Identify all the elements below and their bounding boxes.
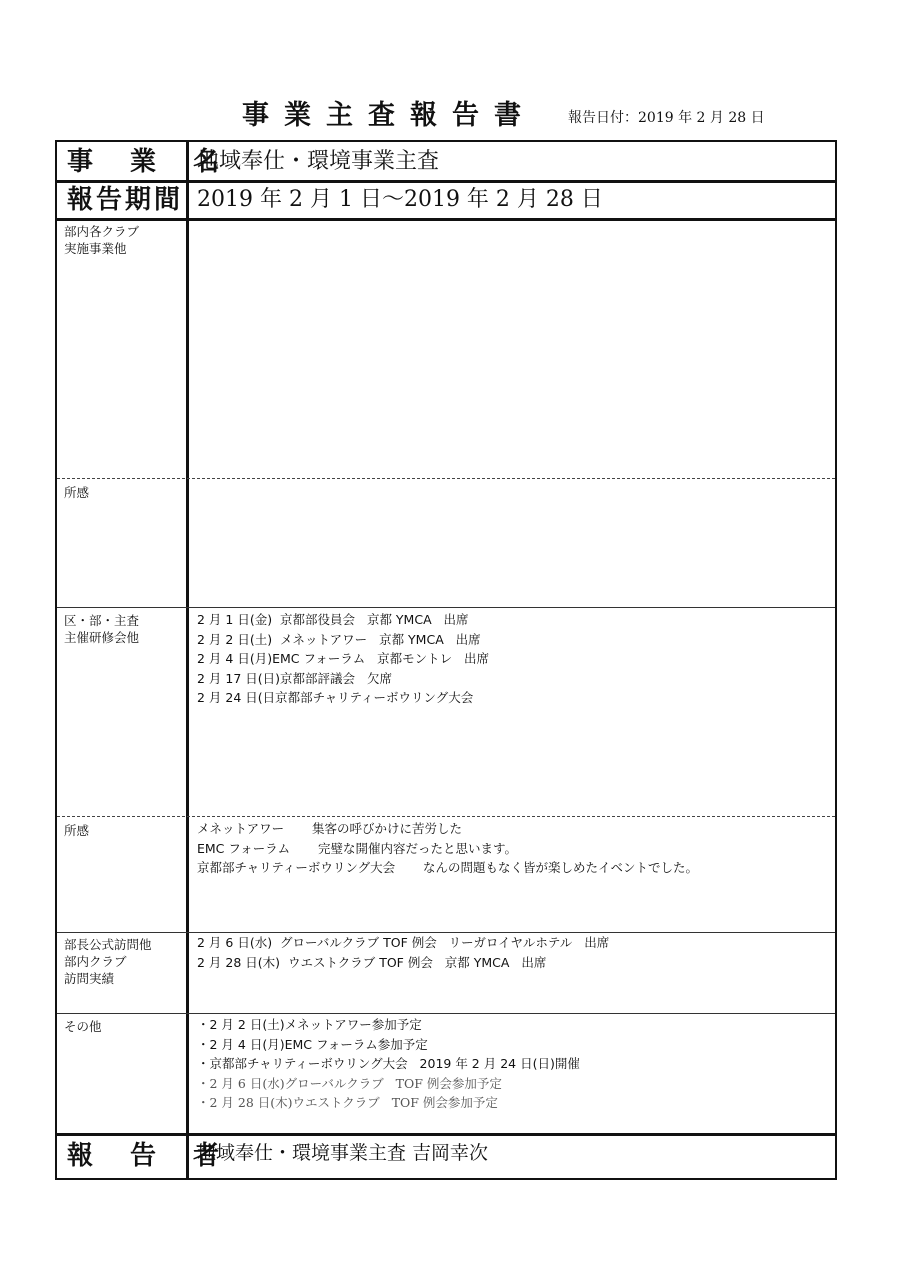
club-projects-label: 部内各クラブ 実施事業他: [64, 224, 140, 256]
seminars-list: [197, 610, 489, 708]
impression-label: 所感: [64, 823, 90, 838]
other-list: [197, 1015, 580, 1113]
impression-label: 所感: [64, 485, 90, 500]
report-form: [55, 140, 837, 1180]
list-item: 2 月 17 日(日)京都部評議会 欠席: [197, 670, 392, 686]
column-divider: [186, 142, 189, 1178]
list-item: ・2 月 28 日(木)ウエストクラブ TOF 例会参加予定: [197, 1095, 498, 1110]
list-item: メネットアワー 集客の呼びかけに苦労した: [197, 821, 462, 836]
list-item: 2 月 6 日(水) グローバルクラブ TOF 例会 リーガロイヤルホテル 出席: [197, 935, 610, 950]
row-divider: [57, 1133, 835, 1136]
list-item: ・2 月 4 日(月)EMC フォーラム参加予定: [197, 1036, 428, 1052]
list-item: ・2 月 2 日(土)メネットアワー参加予定: [197, 1017, 422, 1032]
other-label: その他: [64, 1019, 102, 1034]
list-item: 2 月 4 日(月)EMC フォーラム 京都モントレ 出席: [197, 651, 490, 666]
section-divider: [57, 1013, 835, 1014]
list-item: ・京都部チャリティーボウリング大会 2019 年 2 月 24 日(日)開催: [197, 1056, 580, 1071]
list-item: ・2 月 6 日(水)グローバルクラブ TOF 例会参加予定: [197, 1075, 502, 1091]
reporter-value: 地域奉仕・環境事業主査 吉岡幸次: [197, 1142, 489, 1164]
seminars-label: 区・部・主査 主催研修会他: [64, 613, 140, 645]
list-item: 2 月 1 日(金) 京都部役員会 京都 YMCA 出席: [197, 612, 469, 627]
list-item: 2 月 24 日(日京都部チャリティーボウリング大会: [197, 690, 474, 705]
row-divider: [57, 180, 835, 183]
section-divider-dashed: [57, 816, 835, 817]
list-item: 2 月 28 日(木) ウエストクラブ TOF 例会 京都 YMCA 出席: [197, 954, 547, 970]
visits-label: 部長公式訪問他 部内クラブ 訪問実績: [64, 937, 152, 986]
visits-list: [197, 933, 609, 972]
section-divider-dashed: [57, 478, 835, 479]
row-divider: [57, 218, 835, 221]
page-title: 事業主査報告書: [242, 100, 536, 131]
list-item: 2 月 2 日(土) メネットアワー 京都 YMCA 出席: [197, 631, 481, 647]
impression-list: [197, 819, 698, 878]
section-divider: [57, 607, 835, 608]
project-name-label: 事 業 名: [67, 147, 234, 177]
report-period-value: 2019 年 2 月 1 日〜2019 年 2 月 28 日: [197, 187, 603, 212]
report-date: 報告日付：2019 年 2 月 28 日: [568, 110, 765, 126]
list-item: EMC フォーラム 完璧な開催内容だったと思います。: [197, 840, 517, 856]
list-item: 京都部チャリティーボウリング大会 なんの問題もなく皆が楽しめたイベントでした。: [197, 860, 698, 875]
project-name-value: 地域奉仕・環境事業主査: [197, 149, 440, 174]
report-period-label: 報告期間: [67, 185, 184, 215]
reporter-label: 報 告 者: [67, 1141, 234, 1171]
